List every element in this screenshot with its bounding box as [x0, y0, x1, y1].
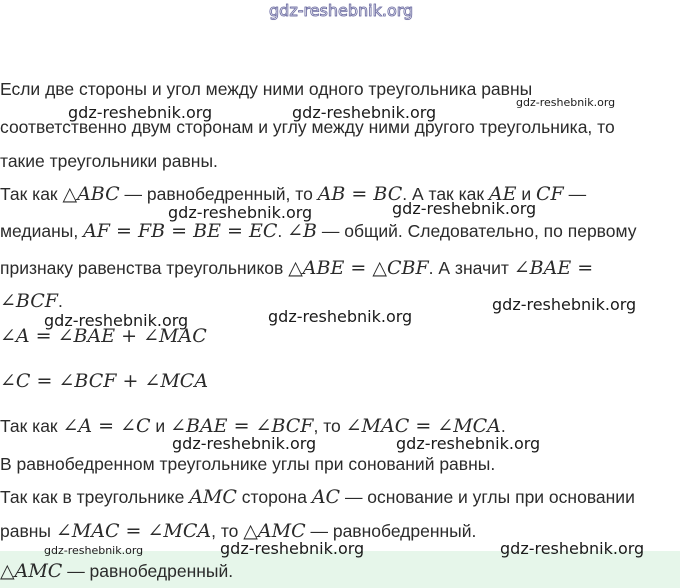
math-expression: △ABC [62, 183, 120, 205]
math-expression: ∠MAC = ∠MCA [345, 415, 501, 437]
watermark: gdz-reshebnik.org [68, 103, 213, 122]
watermark: gdz-reshebnik.org [500, 539, 645, 558]
math-expression: AC [311, 486, 341, 508]
text-line: соответственно двум сторонам и углу между ними другого треугольника, то [0, 117, 615, 137]
math-expression: ∠BAE = [513, 257, 594, 279]
math-expression: ∠B [287, 220, 317, 242]
text-line: такие треугольники равны. [0, 151, 218, 171]
math-expression: AB = BC [317, 183, 403, 205]
math-expression: ∠BCF [0, 290, 58, 312]
math-expression: △AMC [0, 560, 63, 582]
math-expression: ∠BAE = ∠BCF [170, 415, 314, 437]
answer-text: △AMC — равнобедренный. [0, 560, 234, 582]
watermark: gdz-reshebnik.org [268, 307, 413, 326]
text-line: равны ∠MAC = ∠MCA, то △AMC — равнобедренный. [0, 520, 477, 542]
watermark: gdz-reshebnik.org [168, 203, 313, 222]
text-line: ∠BCF. [0, 290, 63, 312]
text-line: признаку равенства треугольников △ABE = △CBF. А значит ∠BAE = [0, 257, 594, 279]
watermark: gdz-reshebnik.org [396, 434, 541, 453]
watermark: gdz-reshebnik.org [220, 539, 365, 558]
text-line [0, 370, 208, 392]
math-expression: AF = FB = BE = EC [83, 220, 278, 242]
math-expression: AE [488, 183, 517, 205]
text-line: Если две стороны и угол между ними одного треугольника равны [0, 79, 533, 99]
math-expression: ∠MAC = ∠MCA [55, 520, 212, 542]
watermark: gdz-reshebnik.org [44, 544, 144, 557]
math-expression: CF [535, 183, 564, 205]
math-expression: ∠A = ∠BAE + ∠MAC [0, 325, 207, 347]
math-expression: ∠C = ∠BCF + ∠MCA [0, 370, 209, 392]
text-line: В равнобедренном треугольнике углы при сонований равны. [0, 454, 496, 474]
text-line: Так как ∠A = ∠C и ∠BAE = ∠BCF, то ∠MAC = ∠MCA. [0, 415, 506, 437]
math-expression: △AMC [243, 520, 306, 542]
math-expression: △ABE = △CBF [288, 257, 429, 279]
watermark-top: gdz-reshebnik.org [269, 1, 414, 20]
watermark: gdz-reshebnik.org [172, 434, 317, 453]
watermark: gdz-reshebnik.org [292, 103, 437, 122]
math-expression: ∠A = ∠C [62, 415, 151, 437]
watermark: gdz-reshebnik.org [44, 311, 189, 330]
text-line: Так как △ABC — равнобедренный, то AB = BC. А так как AE и CF — [0, 183, 587, 205]
watermark: gdz-reshebnik.org [392, 199, 537, 218]
watermark: gdz-reshebnik.org [516, 96, 616, 109]
text-line: Так как в треугольнике AMC сторона AC — основание и углы при основании [0, 486, 635, 508]
math-expression: AMC [189, 486, 237, 508]
watermark: gdz-reshebnik.org [492, 295, 637, 314]
text-line: медианы, AF = FB = BE = EC. ∠B — общий. Следовательно, по первому [0, 220, 637, 242]
